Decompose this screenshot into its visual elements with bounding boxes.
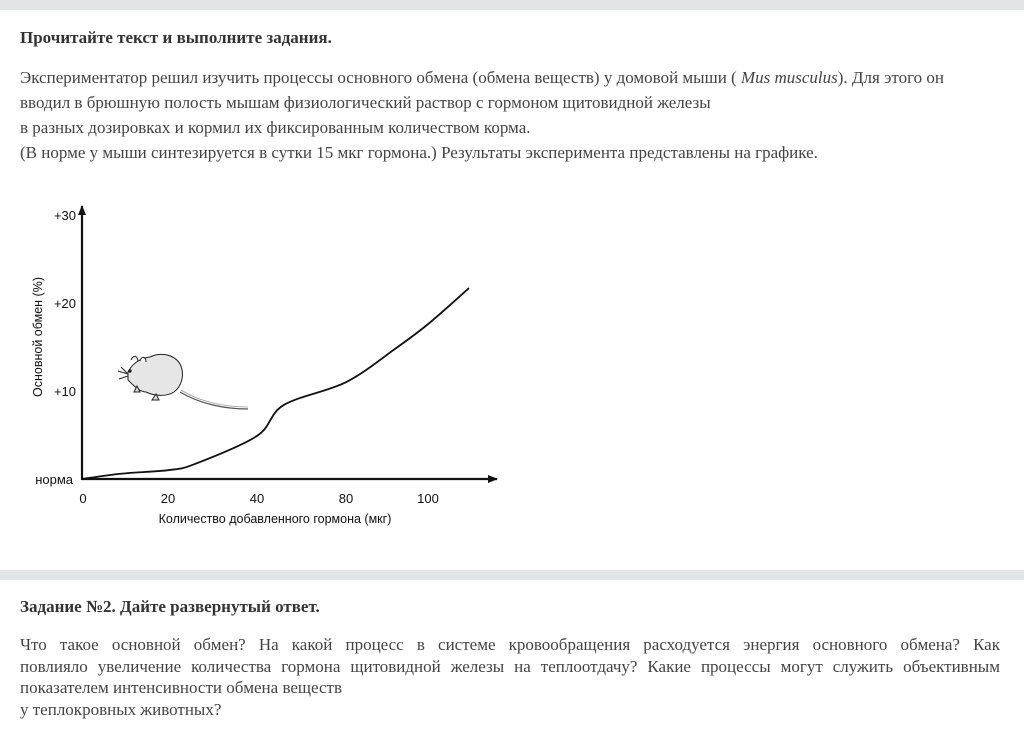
x-tick-label: 80 — [338, 491, 354, 506]
section2-heading: Задание №2. Дайте развернутый ответ. — [20, 597, 320, 616]
paragraph-line-2: вводил в брюшную полость мышам физиологический раствор с гормоном щитовидной железы — [20, 93, 711, 112]
y-axis-title: Основной обмен (%) — [31, 277, 45, 397]
section1-paragraph — [20, 65, 944, 165]
y-tick-label: +10 — [53, 384, 76, 399]
x-tick-label: 20 — [160, 491, 176, 506]
y-tick-label: норма — [35, 472, 73, 487]
paragraph-line-1 — [20, 65, 944, 90]
question-line-4: у теплокровных животных? — [20, 699, 222, 719]
section2-question — [20, 634, 1000, 720]
mouse-illustration — [118, 354, 248, 409]
paragraph-text: ). Для этого он — [837, 68, 944, 87]
top-divider-band — [0, 0, 1024, 10]
x-tick-label: 0 — [79, 491, 87, 506]
section1-heading: Прочитайте текст и выполните задания. — [20, 28, 332, 47]
question-line-2: повлияло увеличение количества гормона щитовидной железы на теплоотдачу? Какие процессы могут служить объективным — [20, 656, 1000, 676]
question-line-1: Что такое основной обмен? На какой процесс в системе кровообращения расходуется энергия основного обмена? Как — [20, 635, 1000, 654]
species-name: Mus musculus — [740, 68, 838, 87]
y-tick-label: +20 — [53, 296, 76, 311]
paragraph-line-3: в разных дозировках и кормил их фиксированным количеством корма. — [20, 118, 531, 137]
x-tick-label: 100 — [417, 491, 439, 506]
x-axis-title: Количество добавленного гормона (мкг) — [158, 512, 392, 526]
metabolism-chart — [0, 190, 520, 540]
paragraph-text: Экспериментатор решил изучить процессы основного обмена (обмена веществ) у домовой мыши ( — [20, 68, 741, 87]
question-line-3: показателем интенсивности обмена веществ — [20, 678, 342, 697]
x-tick-label: 40 — [249, 491, 265, 506]
y-tick-label: +30 — [53, 208, 76, 223]
section-divider-band — [0, 570, 1024, 580]
paragraph-line-4: (В норме у мыши синтезируется в сутки 15 мкг гормона.) Результаты эксперимента представлены на графике. — [20, 143, 818, 162]
